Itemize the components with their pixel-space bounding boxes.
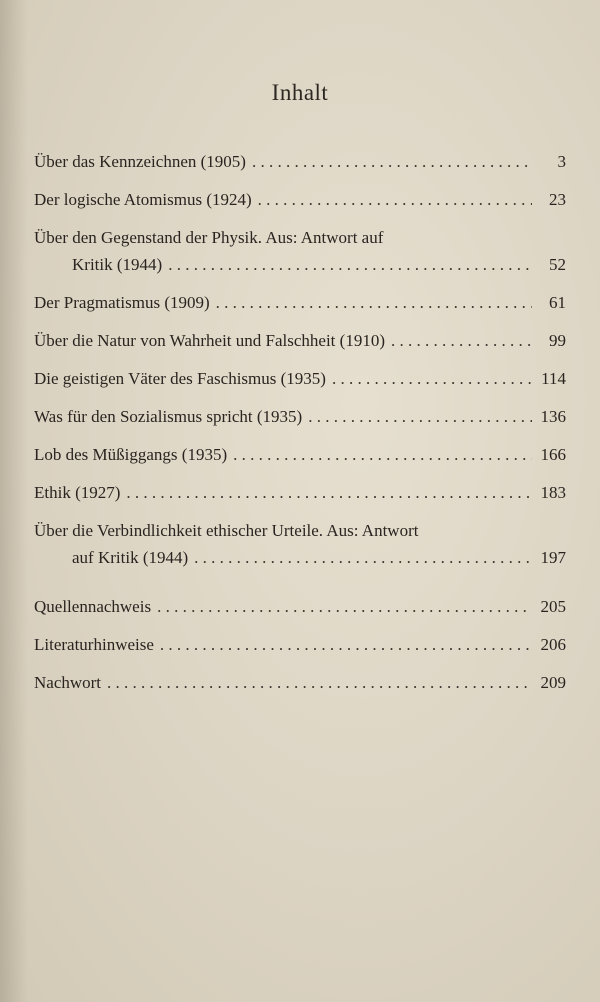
toc-entry-title: Ethik (1927) [34, 483, 121, 502]
toc-entry-page: 3 [557, 152, 566, 171]
toc-leader [194, 544, 532, 571]
toc-leader [168, 251, 532, 278]
toc-entry-first-line [34, 224, 566, 251]
toc-entry-page: 183 [540, 483, 566, 502]
toc-entry-title: Die geistigen Väter des Faschismus (1935) [34, 369, 326, 388]
toc-leader [332, 365, 532, 392]
section-gap [34, 571, 566, 593]
toc-entry-page: 61 [549, 293, 566, 312]
toc-entry-continuation [34, 251, 566, 278]
toc-entry-title: Lob des Müßiggangs (1935) [34, 445, 228, 464]
toc-entry-title: Über das Kennzeichnen (1905) [34, 152, 246, 171]
toc-entry-page: 114 [541, 369, 566, 388]
toc-entry-title-continuation: Kritik (1944) [72, 255, 163, 274]
toc-entry-continuation [34, 544, 566, 571]
toc-entry-title: Über die Verbindlichkeit ethischer Urteile. Aus: Antwort [34, 521, 419, 540]
toc-leader [391, 327, 532, 354]
toc-entry-title-continuation: auf Kritik (1944) [72, 548, 189, 567]
toc-entry [34, 186, 566, 213]
toc-entry-title: Was für den Sozialismus spricht (1935) [34, 407, 303, 426]
toc-entry [34, 289, 566, 316]
toc-entry [34, 669, 566, 696]
toc-entry [34, 327, 566, 354]
toc-entry-page: 136 [540, 407, 566, 426]
toc-leader [107, 669, 532, 696]
toc-entry [34, 403, 566, 430]
toc-entry-page: 23 [549, 190, 566, 209]
toc-entry-page: 209 [540, 673, 566, 692]
toc-leader [157, 593, 532, 620]
toc-entry-first-line [34, 517, 566, 544]
toc-leader [308, 403, 532, 430]
toc-entry-page: 166 [540, 445, 566, 464]
toc-entry [34, 631, 566, 658]
table-of-contents [34, 148, 566, 696]
toc-leader [258, 186, 532, 213]
toc-entry [34, 593, 566, 620]
toc-leader [252, 148, 532, 175]
toc-entry-title: Der Pragmatismus (1909) [34, 293, 210, 312]
toc-entry-title: Nachwort [34, 673, 102, 692]
toc-leader [126, 479, 532, 506]
toc-entry-title: Der logische Atomismus (1924) [34, 190, 252, 209]
page-title: Inhalt [271, 80, 329, 105]
toc-entry-page: 197 [540, 548, 566, 567]
toc-leader [160, 631, 532, 658]
toc-entry-title: Über den Gegenstand der Physik. Aus: Antwort auf [34, 228, 384, 247]
toc-entry [34, 148, 566, 175]
toc-entry-title: Über die Natur von Wahrheit und Falschheit (1910) [34, 331, 385, 350]
toc-entry-title: Literaturhinweise [34, 635, 154, 654]
toc-entry [34, 479, 566, 506]
toc-entry-page: 205 [540, 597, 566, 616]
toc-entry-page: 52 [549, 255, 566, 274]
toc-entry-page: 99 [549, 331, 566, 350]
spine-shadow [0, 0, 28, 1002]
toc-leader [216, 289, 532, 316]
toc-entry [34, 365, 566, 392]
toc-entry-page: 206 [540, 635, 566, 654]
toc-entry [34, 441, 566, 468]
toc-leader [233, 441, 532, 468]
toc-entry-title: Quellennachweis [34, 597, 152, 616]
